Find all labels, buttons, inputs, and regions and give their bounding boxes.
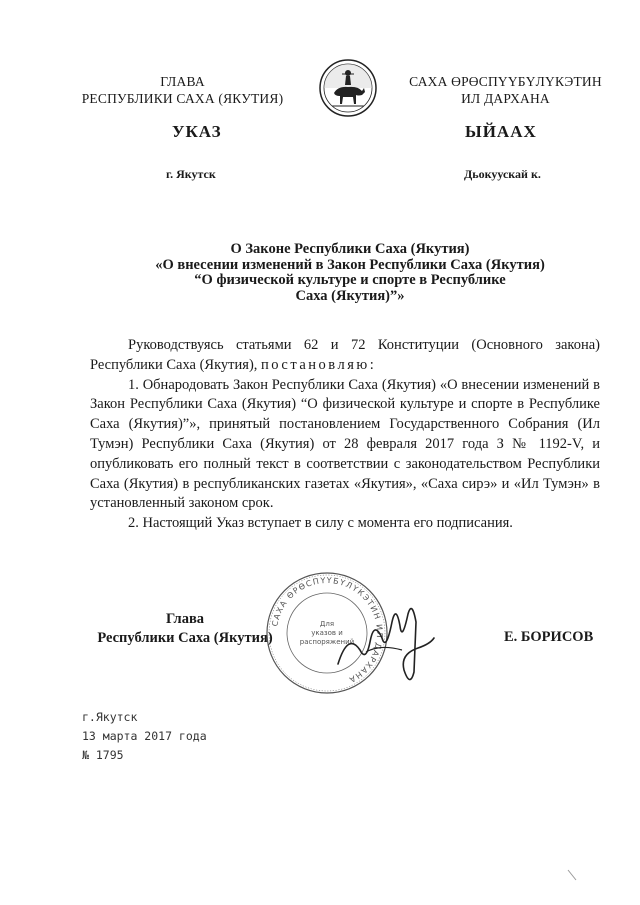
preamble [90, 336, 600, 376]
footer-date: 13 марта 2017 года [82, 729, 207, 743]
preamble-start: Руководствуясь статьями 62 и 72 Конституции (Основного закона) Республики Саха (Якутия), [90, 337, 600, 373]
place-ru: г. Якутск [166, 167, 216, 181]
registration-footer [82, 708, 207, 765]
decree-title [100, 242, 600, 304]
header-left [60, 73, 305, 107]
coat-of-arms-emblem [318, 58, 378, 118]
title-line4: Саха (Якутия)”» [295, 287, 405, 304]
footer-city: г.Якутск [82, 710, 138, 724]
signatory-name: Е. БОРИСОВ [504, 629, 594, 645]
footer-number: № 1795 [82, 748, 124, 762]
header-left-line1: ГЛАВА [160, 74, 205, 89]
seal-ring-text: САХА ӨРӨСПҮҮБҮЛҮКЭТИН ИЛ ДАРХАНА [270, 575, 385, 685]
title-line1: О Законе Республики Саха (Якутия) [230, 241, 470, 257]
signatory-title-line1: Глава [165, 611, 205, 627]
signatory-title [90, 610, 280, 648]
header-right-line1: САХА ӨРӨСПҮҮБҮЛҮКЭТИН [409, 74, 602, 89]
handwritten-signature [330, 592, 440, 692]
scan-mark [566, 868, 580, 882]
preamble-end: : [369, 356, 374, 373]
preamble-spaced: постановляю [261, 356, 370, 373]
title-line3: “О физической культуре и спорте в Республике [194, 272, 506, 288]
item-2: 2. Настоящий Указ вступает в силу с момента его подписания. [128, 515, 513, 532]
decree-body [90, 336, 600, 534]
header-left-line2: РЕСПУБЛИКИ САХА (ЯКУТИЯ) [81, 91, 284, 106]
header-right-line2: ИЛ ДАРХАНА [461, 91, 550, 106]
seal-center-line2: указов и [311, 629, 343, 637]
doc-type-ru: УКАЗ [172, 122, 222, 141]
header-right [398, 73, 613, 107]
seal-center-line1: Для [319, 620, 335, 628]
doc-type-sah: ЫЙААХ [465, 122, 537, 141]
item-1: 1. Обнародовать Закон Республики Саха (Якутия) «О внесении изменений в Закон Республики Саха (Якутия) “О физической культуре и спорте в Республике Саха (Якутия)”», принятый постановлением Государственного Собрания (Ил Тумэн) Республики Саха (Якутия) от 28 февраля 2017 года З № 1192-V, и опубликовать его полный текст в соответствии с законодательством Республики Саха (Якутия) в республиканских газетах «Якутия», «Саха сирэ» и «Ил Тумэн» в установленный законом срок. [90, 376, 600, 512]
seal-center-line3: распоряжений [299, 638, 355, 646]
title-line2: «О внесении изменений в Закон Республики Саха (Якутия) [155, 256, 545, 273]
place-sah: Дьокуускай к. [464, 167, 541, 181]
signatory-title-line2: Республики Саха (Якутия) [97, 630, 273, 646]
